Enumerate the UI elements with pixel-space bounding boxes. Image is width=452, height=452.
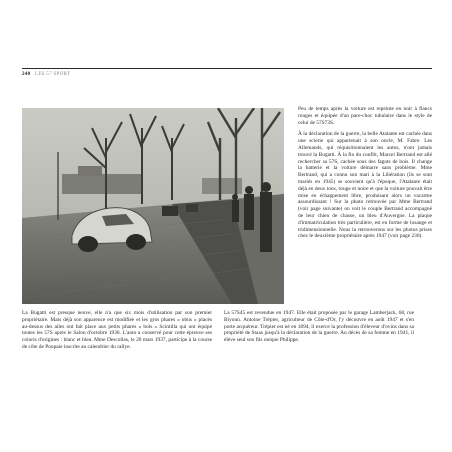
historic-photo — [22, 108, 284, 304]
paragraph: La Bugatti est presque neuve, elle n'a que six mois d'utilisation par son premier propriétaire. Mais déjà son apparence est modifiée et les gros phares « obus » placés au-dessus des ailes ont fait place aux petits phares « bols » Scintilla qui ont équipé toutes les 57S après le Salon d'octobre 1936. L'auto a conservé pour cette épreuve ses coloris d'origines : blanc et bleu. Mme Descollas, le 20 mars 1937, participe à la course de côte de Poupaie inscrite au calendrier du rallye. — [22, 310, 212, 350]
right-text-column — [298, 106, 432, 240]
paragraph: La 57S45 est revendue en 1947. Elle était proposée par le garage Lamberjack, 68, rue Biyonn. Antoine Trépier, agriculteur de Côte-d'Or, l'y découvre en août 1947 et s'en porte acquéreur. Trépier est né en 1894, il exerce la profession d'éleveur d'ovins dans sa propriété de Staas jusqu'à la déclaration de la guerre. Au décès de sa femme en 1941, il élève seul son fils unique Philippe. — [224, 310, 414, 344]
paragraph: Peu de temps après la voiture est repeinte en noir à flancs rouges et équipée d'un pare-choc tubulaire dans le style de celui de 57S73S. — [298, 106, 432, 126]
street-scene-illustration — [22, 108, 284, 304]
paragraph: À la déclaration de la guerre, la belle Atalante est cachée dans une scierie qui appartenait à son oncle, M. Fabre. Les Allemands, qui réquisitionnaient les autos, n'ont jamais trouvé la Bugatti. À la fin du conflit, Marcel Bertrand est allé rechercher sa 57S, cachée sous des fagots de bois. Il change la batterie et la voiture démarre sans problème. Mme Bertrand, qui a connu son mari à la Libération (ils se sont mariés en 1945) se souvient qu'à l'époque, l'Atalante était déjà en deux tons, rouge et noire et que la voiture pouvait être mise en échappement libre, produisant alors un vacarme assourdissant ! Sur la photo retrouvée par Mme Bertrand (voir page suivante) on voit le couple Bertrand accompagné de leur chien de chasse, un bleu d'Auvergne. La plaque d'immatriculation très particulière, est en forme de losange et tridimensionnelle. Nous la retrouverons sur les photos prises chez le deuxième propriétaire après 1947 (voir page 236). — [298, 131, 432, 240]
running-header — [22, 71, 70, 78]
section-title: LES 57 SPORT — [34, 72, 71, 77]
bottom-left-text — [22, 310, 212, 351]
bottom-right-text — [224, 310, 414, 344]
header-rule — [22, 68, 432, 69]
page-number: 240 — [22, 72, 31, 77]
